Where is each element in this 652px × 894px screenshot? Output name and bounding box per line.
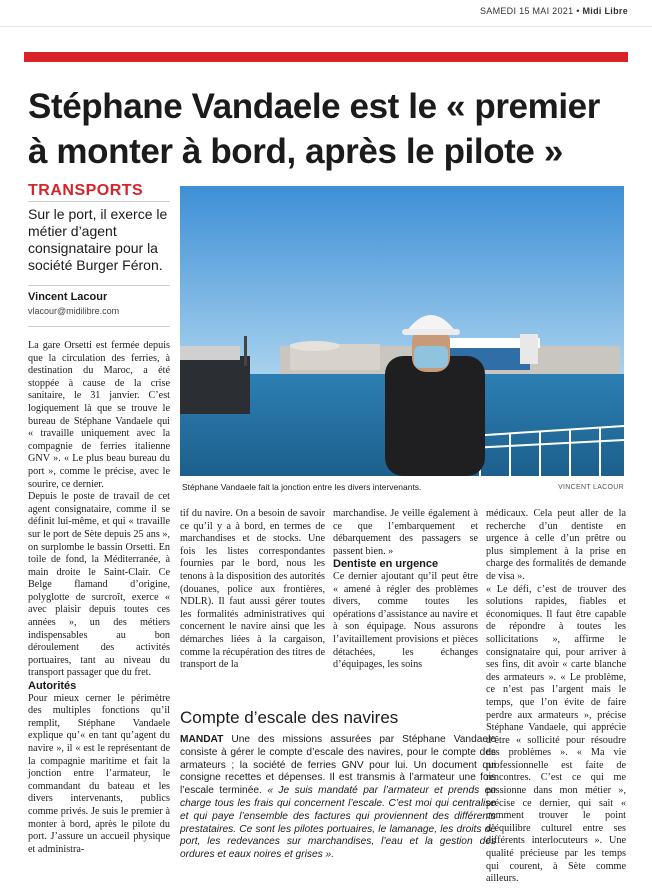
byline-divider-top [28,285,170,286]
paragraph: Depuis le poste de travail de cet agent consignataire, comme il se définit lui-même, et qui « travaille sur le port de Sète depuis 25 ans », on surplombe le bassin Orsetti. En toile de fond, la Méditerranée, à main droite le Saint-Clair. Ce Belge flamand d’origine, polyglotte de surcroît, exerce « avec plaisir depuis toutes ces années », un des métiers indispensables au bon déroulement des activités portuaires, tant au niveau du transport passager que du fret. [28,491,170,679]
inset-text: Une des missions assurées par Stéphane Vandaele consiste à gérer le compte d’escale des navires, pour le compte des armateurs ; la société de ferries GNV pour lui. Un document qui consigne recettes et dépenses. Il est transmis à l’armateur une fois l’escale terminée. [180,734,496,797]
inset-quote: « Je suis mandaté par l’armateur et prends en charge tous les frais qui concernent l’escale. C’est moi qui centralise et qui paye l’ensemble des factures qui proviennent des différents prestataires. Ce sont les pilotes portuaires, le lamanage, les droits de port, les redevances sur marchandises, l’eau et la gestion des ordures et eaux noires et grises ». [180,785,497,861]
inset-lead: MANDAT [180,734,224,745]
rubric-label: TRANSPORTS [28,182,144,199]
page-header-strip [0,0,652,27]
article-standfirst: Sur le port, il exerce le métier d’agent consignataire pour la société Burger Féron. [28,206,168,273]
subheading: Autorités [28,680,77,693]
dateline-separator: • [576,6,580,16]
article-photo [180,186,624,476]
inset-body [180,734,496,862]
text-column-2 [180,508,325,672]
paragraph: marchandise. Je veille également à ce que l’embarquement et débarquement des passagers se passent bien. » [333,508,478,557]
paragraph: Ce dernier ajoutant qu’il peut être « amené à régler des problèmes divers, comme toutes les opérations d’assistance au navire et à son équipage. Nous assurons l’avitaillement provisions et pièces détachées, les échanges d’équipages, les soins [333,570,478,671]
newspaper-name: Midi Libre [582,6,628,16]
paragraph: Pour mieux cerner le périmètre des multiples fonctions qu’il remplit, Stéphane Vandaele explique qu’« en tant qu’agent du navire », il « est le représentant de la compagnie maritime et fait la jonction entre l’armateur, le commandant du bateau et les divers intervenants, publics comme privés. Je suis le premier à monter à bord, après le pilote du port. J’assure un accueil physique et administra- [28,692,170,855]
byline-divider-bottom [28,326,170,327]
inset-title: Compte d’escale des navires [180,708,399,727]
photo-credit: VINCENT LACOUR [558,484,624,491]
author-name: Vincent Lacour [28,291,108,303]
subheading: Dentiste en urgence [333,558,439,571]
text-column-3 [333,508,478,672]
article-title: Stéphane Vandaele est le « premier à monter à bord, après le pilote » [28,87,600,171]
issue-date: SAMEDI 15 MAI 2021 [479,6,574,16]
port-photo-illustration [180,186,624,476]
paragraph: médicaux. Cela peut aller de la recherche d’un dentiste en urgence à celle d’un prêtre ou plus simplement à la prise en charge des formalités de demande de visa ». [486,508,626,582]
paragraph: tif du navire. On a besoin de savoir ce qu’il y a à bord, en termes de marchandises et de stocks. Une fois les listes correspondantes fournies par le bord, nous les tenons à la disposition des autorités (douanes, police aux frontières, NDLR). Il faut aussi gérer toutes les formalités administratives qui concernent le navire ainsi que les démarches liées à la cargaison, comme la récupération des titres de transport de la [180,508,325,671]
text-column-4 [486,508,626,886]
red-rule [24,52,628,62]
dateline [480,6,628,16]
rubric-divider [28,201,170,202]
author-email: vlacour@midilibre.com [28,306,120,316]
paragraph: La gare Orsetti est fermée depuis que la circulation des ferries, à destination du Maroc, a été stoppée à cause de la crise sanitaire, le 31 janvier. C’est logiquement là que se trouve le bureau de Stéphane Vandaele qui « travaille uniquement avec la compagnie de ferries italienne GNV ». « Le plus beau bureau du port », comme le précise, avec le sourire, ce dernier. [28,340,170,490]
photo-caption: Stéphane Vandaele fait la jonction entre les divers intervenants. [182,482,422,492]
text-column-1 [28,340,170,856]
paragraph: « Le défi, c’est de trouver des solutions rapides, fiables et économiques. Il faut être capable de répondre à toutes les sollicitations », affirme le consignataire qui, pour arriver à ses fins, dit avoir « carte blanche des armateurs ». « Le problème, ce n’est pas l’argent mais le temps, que l’on évite de faire perdre aux armateurs », précise Stéphane Vandaele, qui apprécie d’être « sollicité pour résoudre des problèmes ». « Ma vie professionnelle est faite de rencontres. C’est ce qui me passionne dans mon métier », précise ce dernier, qui sait « comment trouver le point d’équilibre culturel entre ses différents interlocuteurs ». Une qualité précieuse par les temps qui courent, à Sète comme ailleurs. [486,583,626,885]
